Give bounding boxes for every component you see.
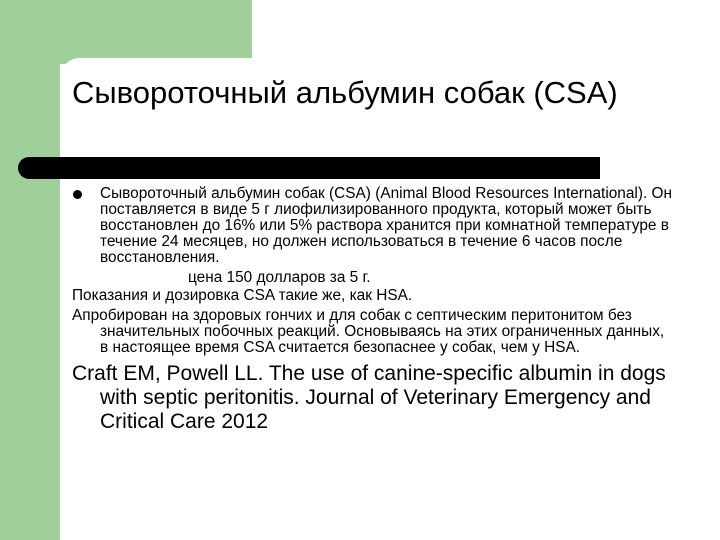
title-divider xyxy=(18,157,600,179)
citation-text: Craft EM, Powell LL. The use of canine-specific albumin in dogs with septic peritonitis. Journal of Veterinary Emergency and Critical Care 2012 xyxy=(72,362,666,433)
price-line: цена 150 долларов за 5 г. xyxy=(188,269,371,286)
indications-text: Показания и дозировка CSA такие же, как HSA. xyxy=(72,287,413,304)
tested-text: Апробирован на здоровых гончих и для собак с септическим перитонитом без значительных побочных реакций. Основываясь на этих ограниченных данных, в настоящее время CSA считается безопаснее у собак, чем у HSA. xyxy=(72,307,665,356)
bullet-item xyxy=(72,186,672,266)
decorative-green-bar-left xyxy=(0,0,60,540)
slide-title: Сывороточный альбумин собак (CSA) xyxy=(72,75,618,110)
slide-body xyxy=(72,186,672,434)
bullet-text: Сывороточный альбумин собак (CSA) (Animal Blood Resources International). Он поставляется в виде 5 г лиофилизированного продукта, который может быть восстановлен до 16% или 5% раствора хранится при комнатной температуре в течение 24 месяцев, но должен использоваться в течение 6 часов после восстановления. xyxy=(100,185,672,266)
bullet-dot-icon xyxy=(73,190,82,199)
